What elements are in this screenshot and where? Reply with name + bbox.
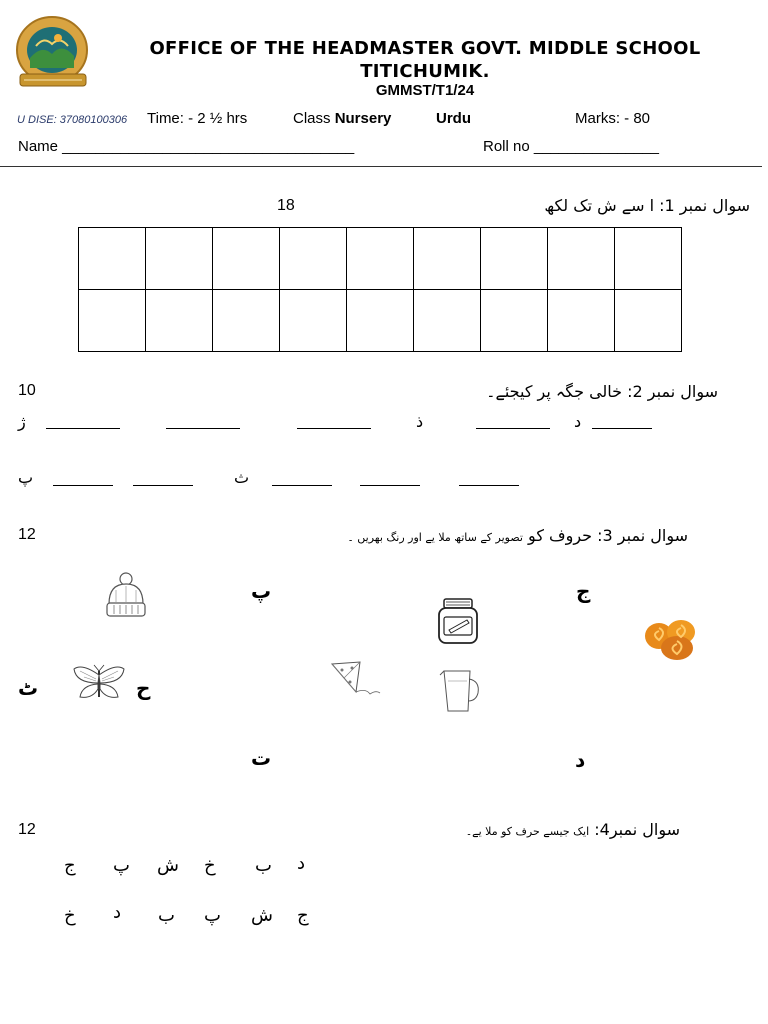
school-logo xyxy=(14,14,92,92)
grid-cell[interactable] xyxy=(79,228,146,290)
grid-cell[interactable] xyxy=(414,228,481,290)
q2-marks: 10 xyxy=(18,382,36,399)
q4-row2-letter[interactable]: ش xyxy=(251,905,273,926)
udise-number: U DISE: 37080100306 xyxy=(17,114,128,126)
header-divider xyxy=(0,166,762,167)
jalebi-icon[interactable] xyxy=(643,614,701,666)
jar-icon[interactable] xyxy=(436,597,480,649)
fill-blank[interactable] xyxy=(592,428,652,429)
q4-row2-letter[interactable]: خ xyxy=(64,905,76,926)
q2-letter: ژ xyxy=(18,412,26,431)
q4-row2-letter[interactable]: پ xyxy=(204,905,221,926)
q3-letter: ت xyxy=(251,746,272,770)
q2-letter: د xyxy=(574,412,582,431)
grid-cell[interactable] xyxy=(280,228,347,290)
fill-blank[interactable] xyxy=(360,485,420,486)
q3-letter: پ xyxy=(251,579,272,603)
q4-row2-letter[interactable]: د xyxy=(113,902,122,923)
q2-letter: ث xyxy=(234,468,250,487)
q2-text: سوال نمبر 2: خالی جگہ پر کیجئے۔ xyxy=(486,382,718,401)
grid-cell[interactable] xyxy=(548,290,615,352)
grid-cell[interactable] xyxy=(79,290,146,352)
q2-letter: پ xyxy=(18,468,34,487)
class-info xyxy=(293,110,391,127)
q2-letter: ذ xyxy=(416,412,424,431)
grid-cell[interactable] xyxy=(146,228,213,290)
butterfly-icon[interactable] xyxy=(72,663,126,705)
fill-blank[interactable] xyxy=(459,485,519,486)
grid-cell[interactable] xyxy=(347,228,414,290)
woolly-hat-icon[interactable] xyxy=(104,572,148,622)
q1-writing-grid xyxy=(78,227,682,352)
q4-row2-letter[interactable]: ج xyxy=(297,905,309,926)
q4-row1-letter[interactable]: ش xyxy=(157,855,179,876)
fill-blank[interactable] xyxy=(166,428,240,429)
grid-cell[interactable] xyxy=(615,228,682,290)
q3-text-small: تصویر کے ساتھ ملا یے اور رنگ بھریں ۔ xyxy=(347,531,523,544)
q3-letter: ح xyxy=(136,676,151,700)
grid-cell[interactable] xyxy=(347,290,414,352)
q4-row1-letter[interactable]: خ xyxy=(204,855,216,876)
roll-no-field[interactable]: Roll no _______________ xyxy=(483,138,659,155)
q3-letter: د xyxy=(575,748,586,772)
school-title-line1: OFFICE OF THE HEADMASTER GOVT. MIDDLE SCHOOL xyxy=(149,38,701,59)
school-title-line2: TITICHUMIK. xyxy=(360,61,490,82)
grid-cell[interactable] xyxy=(146,290,213,352)
class-value: Nursery xyxy=(334,110,392,127)
grid-cell[interactable] xyxy=(213,228,280,290)
q1-marks: 18 xyxy=(277,197,295,214)
q4-text-main: سوال نمبر4: xyxy=(594,820,680,839)
grid-cell[interactable] xyxy=(615,290,682,352)
q3-letter: ج xyxy=(576,579,591,603)
grid-cell[interactable] xyxy=(481,228,548,290)
fill-blank[interactable] xyxy=(272,485,332,486)
q3-text-main: سوال نمبر 3: حروف کو xyxy=(528,526,688,545)
q3-text xyxy=(347,526,688,545)
q4-row1-letter[interactable]: پ xyxy=(113,855,130,876)
q4-marks: 12 xyxy=(18,821,36,838)
marks-info: Marks: - 80 xyxy=(575,110,651,127)
time-info: Time: - 2 ½ hrs xyxy=(147,110,248,127)
paper-code: GMMST/T1/24 xyxy=(375,82,475,99)
q4-row1-letter[interactable]: ب xyxy=(255,855,272,876)
grid-cell[interactable] xyxy=(414,290,481,352)
jug-icon[interactable] xyxy=(440,667,482,717)
name-field[interactable]: Name ___________________________________ xyxy=(18,138,355,155)
fill-blank[interactable] xyxy=(46,428,120,429)
grid-cell[interactable] xyxy=(213,290,280,352)
kite-icon[interactable] xyxy=(330,660,382,702)
q4-text-small: ایک جیسے حرف کو ملا یے۔ xyxy=(465,825,590,838)
grid-cell[interactable] xyxy=(481,290,548,352)
q4-row1-letter[interactable]: ج xyxy=(64,855,76,876)
fill-blank[interactable] xyxy=(53,485,113,486)
grid-cell[interactable] xyxy=(548,228,615,290)
fill-blank[interactable] xyxy=(297,428,371,429)
q3-marks: 12 xyxy=(18,526,36,543)
fill-blank[interactable] xyxy=(133,485,193,486)
q4-text xyxy=(466,820,680,839)
q4-row2-letter[interactable]: ب xyxy=(158,905,175,926)
subject-info: Urdu xyxy=(436,110,471,127)
grid-cell[interactable] xyxy=(280,290,347,352)
fill-blank[interactable] xyxy=(476,428,550,429)
class-label: Class xyxy=(293,110,335,127)
q4-row1-letter[interactable]: د xyxy=(297,853,306,874)
q1-text: سوال نمبر 1: ا سے ش تک لکھ xyxy=(544,196,750,215)
q3-letter: ٹ xyxy=(18,676,39,700)
